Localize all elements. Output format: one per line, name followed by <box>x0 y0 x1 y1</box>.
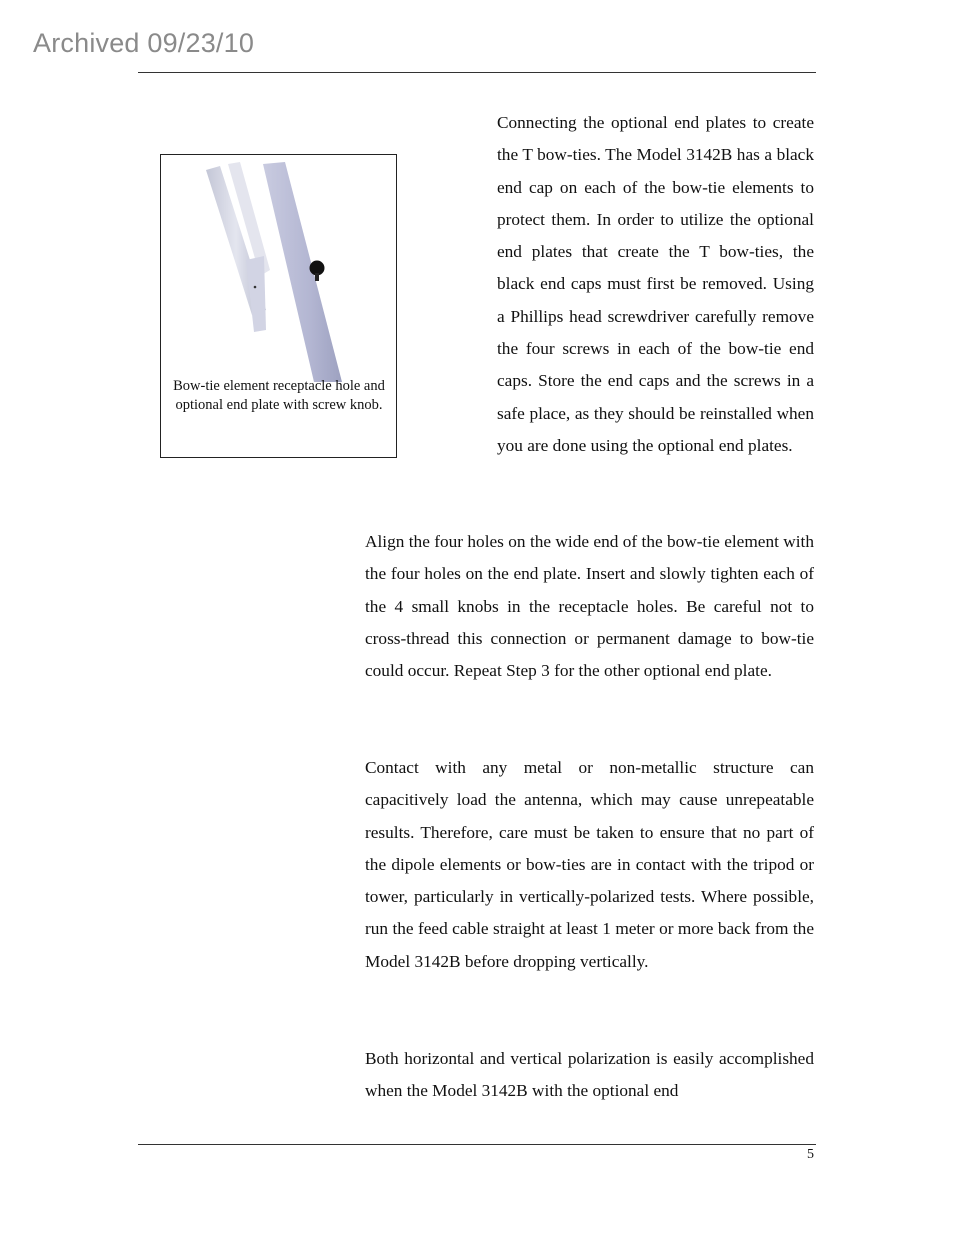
figure-caption: Bow-tie element receptacle hole and optional end plate with screw knob. <box>173 378 385 413</box>
page-number: 5 <box>807 1147 814 1162</box>
bow-tie-photo <box>206 160 356 382</box>
paragraph-contact-warning: Contact with any metal or non-metallic structure can capacitively load the antenna, which may cause unrepeatable results. Therefore, care must be taken to ensure that no part of the dipole elements or bow-ties are in contact with the tripod or tower, particularly in vertically-polarized tests. Where possible, run the feed cable straight at least 1 meter or more back from the Model 3142B before dropping vertically. <box>365 758 814 971</box>
paragraph-polarization: Both horizontal and vertical polarization is easily accomplished when the Model 3142B with the optional end <box>365 1049 814 1101</box>
footer-rule <box>138 1144 816 1145</box>
paragraph-align-holes: Align the four holes on the wide end of the bow-tie element with the four holes on the end plate. Insert and slowly tighten each of the 4 small knobs in the receptacle holes. Be careful not to cross-thread this connection or permanent damage to bow-tie could occur. Repeat Step 3 for the other optional end plate. <box>365 532 814 681</box>
header-rule <box>138 72 816 73</box>
paragraph-end-plates-intro: Connecting the optional end plates to create the T bow-ties. The Model 3142B has a black end cap on each of the bow-tie elements to protect them. In order to utilize the optional end plates that create the T bow-ties, the black end caps must first be removed. Using a Phillips head screwdriver carefully remove the four screws in each of the bow-tie end caps. Store the end caps and the screws in a safe place, as they should be reinstalled when you are done using the optional end plates. <box>497 113 814 455</box>
archived-stamp: Archived 09/23/10 <box>33 28 255 58</box>
figure-box <box>160 154 397 458</box>
